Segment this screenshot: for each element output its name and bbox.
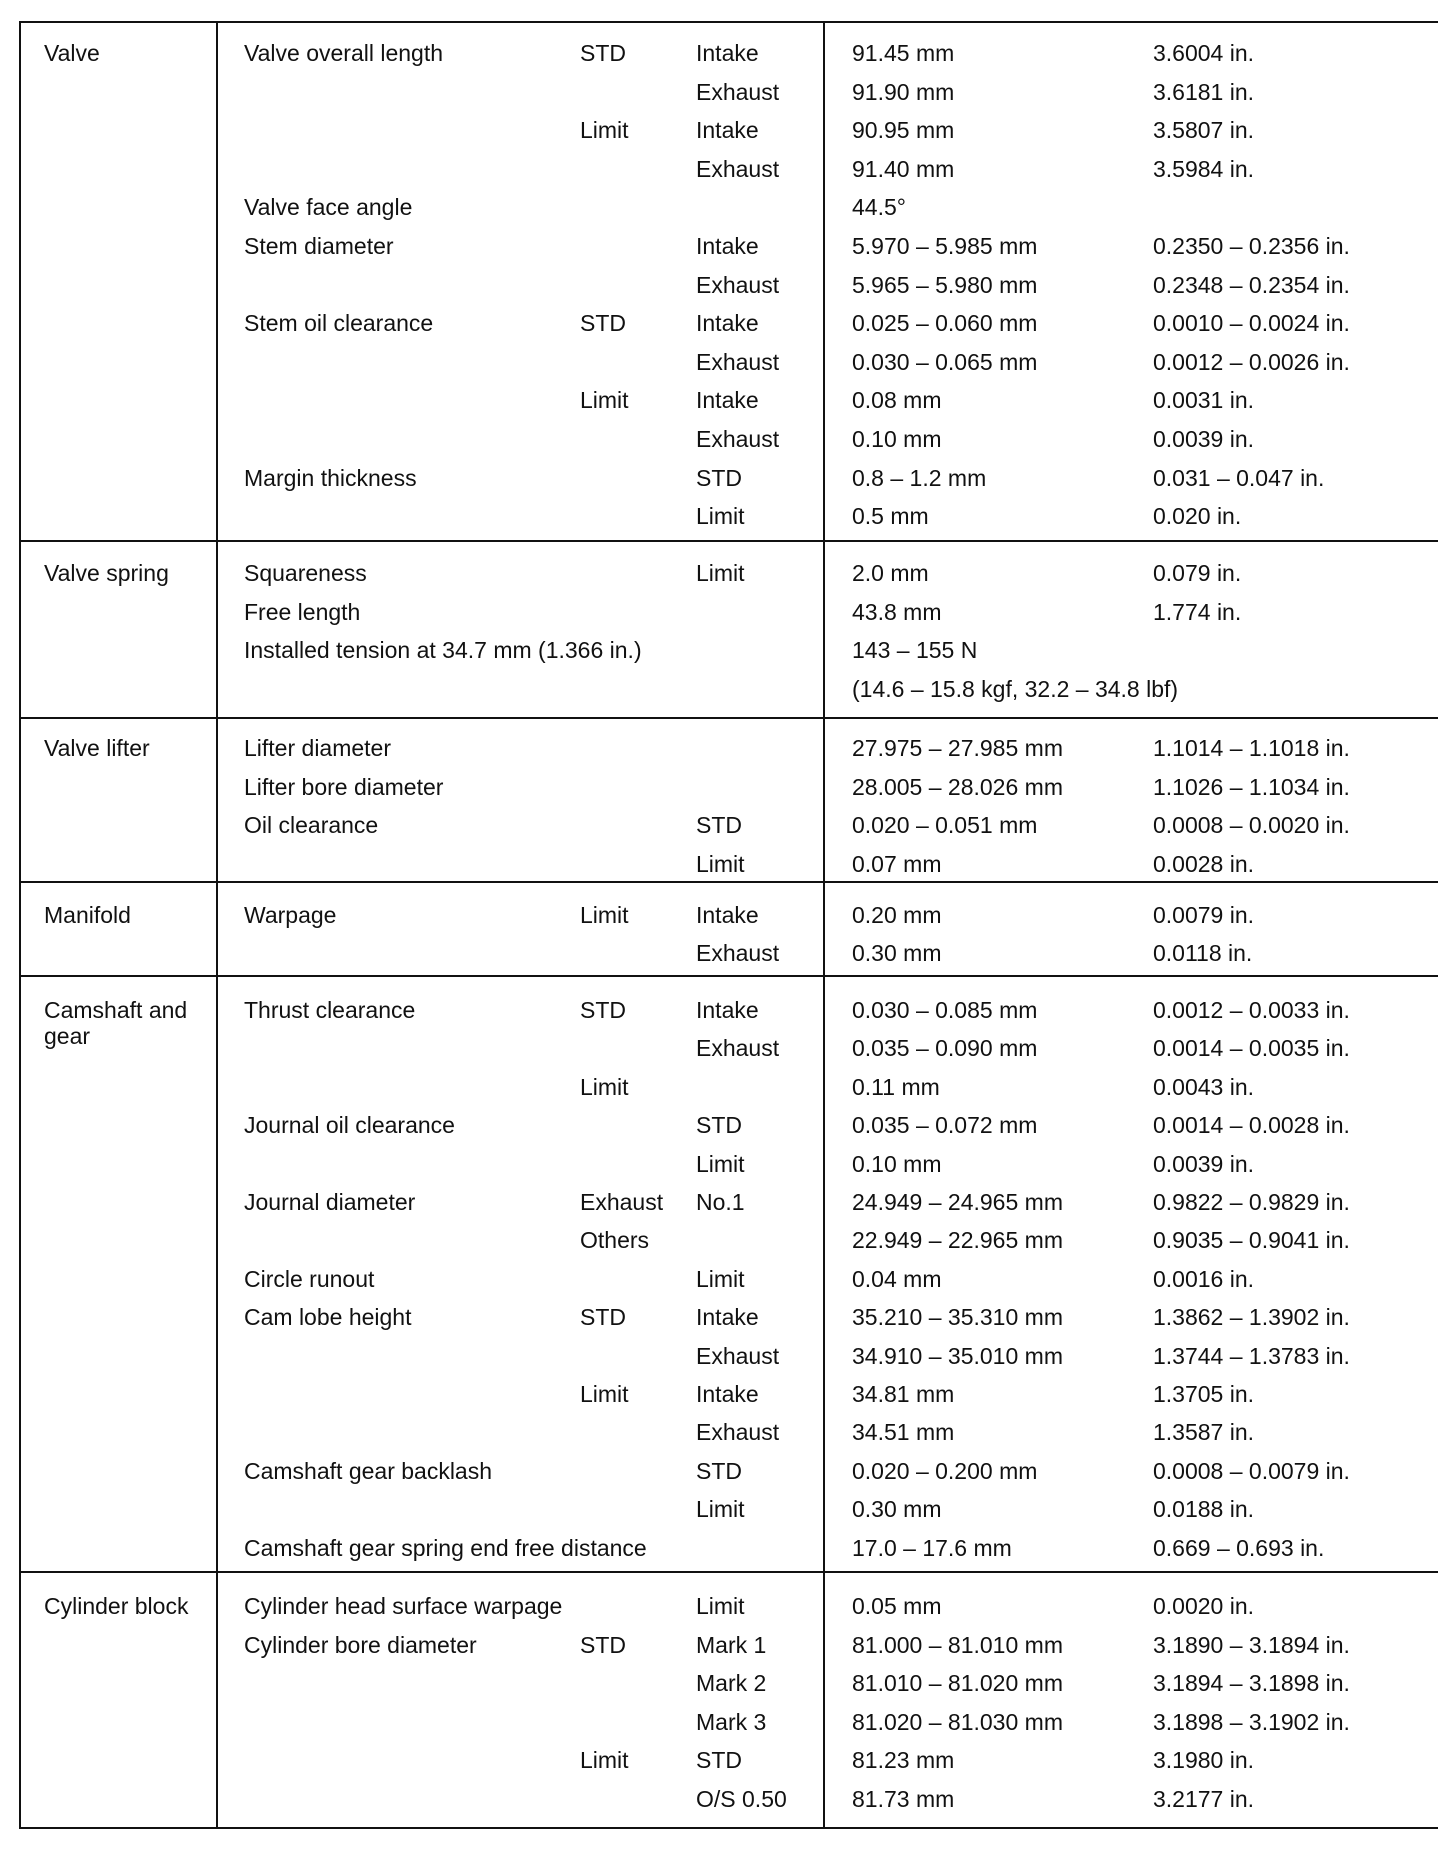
item-label: Cylinder head surface warpage xyxy=(244,1593,563,1619)
imperial-value: 0.031 – 0.047 in. xyxy=(1153,465,1325,491)
metric-value: 28.005 – 28.026 mm xyxy=(852,774,1063,800)
metric-value: 0.8 – 1.2 mm xyxy=(852,465,987,491)
subtype-label: Limit xyxy=(696,1151,745,1177)
metric-value: 44.5° xyxy=(852,194,906,220)
subtype-label: Exhaust xyxy=(696,272,780,298)
metric-value: 0.30 mm xyxy=(852,1496,942,1522)
subtype-label: Limit xyxy=(696,1266,745,1292)
metric-value: 81.73 mm xyxy=(852,1786,955,1812)
imperial-value: 0.0039 in. xyxy=(1153,426,1255,452)
metric-value: 0.30 mm xyxy=(852,940,942,966)
condition-label: Limit xyxy=(580,387,629,413)
condition-label: Limit xyxy=(580,117,629,143)
item-label: Camshaft gear spring end free distance xyxy=(244,1535,647,1561)
imperial-value: 0.0043 in. xyxy=(1153,1074,1255,1100)
metric-value: 0.030 – 0.085 mm xyxy=(852,997,1038,1023)
imperial-value: 0.669 – 0.693 in. xyxy=(1153,1535,1325,1561)
imperial-value: 0.9822 – 0.9829 in. xyxy=(1153,1189,1350,1215)
imperial-value: 0.0028 in. xyxy=(1153,851,1255,877)
item-label: Installed tension at 34.7 mm (1.366 in.) xyxy=(244,637,642,663)
imperial-value: 1.774 in. xyxy=(1153,599,1242,625)
imperial-value: 3.5807 in. xyxy=(1153,117,1255,143)
imperial-value: 0.0039 in. xyxy=(1153,1151,1255,1177)
metric-value: 0.020 – 0.200 mm xyxy=(852,1458,1038,1484)
subtype-label: STD xyxy=(696,1747,742,1773)
subtype-label: Intake xyxy=(696,310,759,336)
subtype-label: Limit xyxy=(696,503,745,529)
metric-value: 0.10 mm xyxy=(852,1151,942,1177)
subtype-label: Intake xyxy=(696,1381,759,1407)
metric-value: 91.45 mm xyxy=(852,40,955,66)
subtype-label: Exhaust xyxy=(696,1035,780,1061)
subtype-label: Limit xyxy=(696,1496,745,1522)
imperial-value: 0.0008 – 0.0079 in. xyxy=(1153,1458,1350,1484)
metric-value: 0.035 – 0.090 mm xyxy=(852,1035,1038,1061)
subtype-label: Intake xyxy=(696,387,759,413)
imperial-value: 1.3705 in. xyxy=(1153,1381,1255,1407)
condition-label: STD xyxy=(580,1632,626,1658)
metric-value: 34.910 – 35.010 mm xyxy=(852,1343,1063,1369)
metric-value: 143 – 155 N xyxy=(852,637,978,663)
imperial-value: 3.2177 in. xyxy=(1153,1786,1255,1812)
imperial-value: 0.0008 – 0.0020 in. xyxy=(1153,812,1350,838)
imperial-value: 1.3744 – 1.3783 in. xyxy=(1153,1343,1350,1369)
metric-value: 91.40 mm xyxy=(852,156,955,182)
item-label: Free length xyxy=(244,599,361,625)
imperial-value: 0.079 in. xyxy=(1153,560,1242,586)
imperial-value: 0.0014 – 0.0035 in. xyxy=(1153,1035,1350,1061)
section-title: Camshaft and gear xyxy=(44,997,188,1049)
metric-value: 34.51 mm xyxy=(852,1419,955,1445)
imperial-value: 0.0020 in. xyxy=(1153,1593,1255,1619)
metric-value: (14.6 – 15.8 kgf, 32.2 – 34.8 lbf) xyxy=(852,676,1179,702)
subtype-label: O/S 0.50 xyxy=(696,1786,787,1812)
metric-value: 81.020 – 81.030 mm xyxy=(852,1709,1063,1735)
imperial-value: 3.6004 in. xyxy=(1153,40,1255,66)
imperial-value: 0.0016 in. xyxy=(1153,1266,1255,1292)
metric-value: 0.07 mm xyxy=(852,851,942,877)
subtype-label: Mark 2 xyxy=(696,1670,767,1696)
section-title: Cylinder block xyxy=(44,1593,189,1619)
item-label: Journal oil clearance xyxy=(244,1112,455,1138)
item-label: Stem oil clearance xyxy=(244,310,434,336)
metric-value: 34.81 mm xyxy=(852,1381,955,1407)
section-title: Manifold xyxy=(44,902,131,928)
imperial-value: 0.0010 – 0.0024 in. xyxy=(1153,310,1350,336)
imperial-value: 1.3862 – 1.3902 in. xyxy=(1153,1304,1350,1330)
imperial-value: 1.1026 – 1.1034 in. xyxy=(1153,774,1350,800)
imperial-value: 3.1980 in. xyxy=(1153,1747,1255,1773)
metric-value: 0.020 – 0.051 mm xyxy=(852,812,1038,838)
metric-value: 81.000 – 81.010 mm xyxy=(852,1632,1063,1658)
subtype-label: Intake xyxy=(696,233,759,259)
subtype-label: Limit xyxy=(696,560,745,586)
item-label: Valve overall length xyxy=(244,40,444,66)
metric-value: 91.90 mm xyxy=(852,79,955,105)
condition-label: STD xyxy=(580,40,626,66)
imperial-value: 3.1894 – 3.1898 in. xyxy=(1153,1670,1350,1696)
condition-label: Others xyxy=(580,1227,650,1253)
imperial-value: 0.9035 – 0.9041 in. xyxy=(1153,1227,1350,1253)
imperial-value: 0.0118 in. xyxy=(1153,940,1253,966)
imperial-value: 3.1890 – 3.1894 in. xyxy=(1153,1632,1350,1658)
subtype-label: STD xyxy=(696,1458,742,1484)
metric-value: 0.5 mm xyxy=(852,503,929,529)
subtype-label: Intake xyxy=(696,997,759,1023)
subtype-label: Exhaust xyxy=(696,426,780,452)
section-divider xyxy=(19,540,1438,542)
item-label: Cam lobe height xyxy=(244,1304,412,1330)
subtype-label: Exhaust xyxy=(696,1343,780,1369)
section-divider xyxy=(19,1571,1438,1573)
item-label: Lifter bore diameter xyxy=(244,774,444,800)
subtype-label: Mark 3 xyxy=(696,1709,767,1735)
imperial-value: 1.3587 in. xyxy=(1153,1419,1255,1445)
item-label: Oil clearance xyxy=(244,812,379,838)
imperial-value: 0.020 in. xyxy=(1153,503,1242,529)
imperial-value: 0.0188 in. xyxy=(1153,1496,1255,1522)
item-label: Circle runout xyxy=(244,1266,375,1292)
metric-value: 24.949 – 24.965 mm xyxy=(852,1189,1063,1215)
subtype-label: Exhaust xyxy=(696,940,780,966)
subtype-label: Exhaust xyxy=(696,79,780,105)
metric-value: 90.95 mm xyxy=(852,117,955,143)
metric-value: 0.030 – 0.065 mm xyxy=(852,349,1038,375)
subtype-label: Intake xyxy=(696,40,759,66)
condition-label: Limit xyxy=(580,1074,629,1100)
metric-value: 0.20 mm xyxy=(852,902,942,928)
section-divider xyxy=(19,717,1438,719)
subtype-label: Exhaust xyxy=(696,349,780,375)
condition-label: STD xyxy=(580,1304,626,1330)
subtype-label: Mark 1 xyxy=(696,1632,767,1658)
imperial-value: 0.0014 – 0.0028 in. xyxy=(1153,1112,1350,1138)
subtype-label: No.1 xyxy=(696,1189,745,1215)
imperial-value: 0.2348 – 0.2354 in. xyxy=(1153,272,1350,298)
metric-value: 0.04 mm xyxy=(852,1266,942,1292)
condition-label: Limit xyxy=(580,1381,629,1407)
subtype-label: STD xyxy=(696,812,742,838)
imperial-value: 3.5984 in. xyxy=(1153,156,1255,182)
item-label: Journal diameter xyxy=(244,1189,416,1215)
metric-value: 0.05 mm xyxy=(852,1593,942,1619)
item-label: Warpage xyxy=(244,902,337,928)
metric-value: 43.8 mm xyxy=(852,599,942,625)
metric-value: 0.035 – 0.072 mm xyxy=(852,1112,1038,1138)
item-label: Thrust clearance xyxy=(244,997,416,1023)
imperial-value: 0.0079 in. xyxy=(1153,902,1255,928)
subtype-label: Limit xyxy=(696,851,745,877)
metric-value: 81.010 – 81.020 mm xyxy=(852,1670,1063,1696)
item-label: Squareness xyxy=(244,560,367,586)
condition-label: STD xyxy=(580,310,626,336)
item-label: Margin thickness xyxy=(244,465,417,491)
imperial-value: 1.1014 – 1.1018 in. xyxy=(1153,735,1350,761)
metric-value: 35.210 – 35.310 mm xyxy=(852,1304,1063,1330)
subtype-label: STD xyxy=(696,1112,742,1138)
section-divider xyxy=(19,881,1438,883)
section-divider xyxy=(19,975,1438,977)
metric-value: 27.975 – 27.985 mm xyxy=(852,735,1063,761)
metric-value: 5.965 – 5.980 mm xyxy=(852,272,1038,298)
metric-value: 0.11 mm xyxy=(852,1074,940,1100)
imperial-value: 3.1898 – 3.1902 in. xyxy=(1153,1709,1350,1735)
condition-label: Limit xyxy=(580,902,629,928)
condition-label: Exhaust xyxy=(580,1189,664,1215)
imperial-value: 0.0012 – 0.0026 in. xyxy=(1153,349,1350,375)
subtype-label: STD xyxy=(696,465,742,491)
imperial-value: 3.6181 in. xyxy=(1153,79,1255,105)
metric-value: 0.08 mm xyxy=(852,387,942,413)
metric-value: 5.970 – 5.985 mm xyxy=(852,233,1038,259)
column-divider-left xyxy=(216,21,218,1829)
metric-value: 2.0 mm xyxy=(852,560,929,586)
subtype-label: Intake xyxy=(696,117,759,143)
condition-label: Limit xyxy=(580,1747,629,1773)
item-label: Valve face angle xyxy=(244,194,413,220)
metric-value: 0.10 mm xyxy=(852,426,942,452)
subtype-label: Exhaust xyxy=(696,1419,780,1445)
subtype-label: Intake xyxy=(696,902,759,928)
item-label: Camshaft gear backlash xyxy=(244,1458,493,1484)
item-label: Stem diameter xyxy=(244,233,394,259)
imperial-value: 0.2350 – 0.2356 in. xyxy=(1153,233,1350,259)
section-title: Valve spring xyxy=(44,560,169,586)
metric-value: 22.949 – 22.965 mm xyxy=(852,1227,1063,1253)
metric-value: 17.0 – 17.6 mm xyxy=(852,1535,1012,1561)
column-divider-middle xyxy=(823,21,825,1829)
metric-value: 81.23 mm xyxy=(852,1747,955,1773)
condition-label: STD xyxy=(580,997,626,1023)
section-title: Valve xyxy=(44,40,100,66)
subtype-label: Exhaust xyxy=(696,156,780,182)
imperial-value: 0.0012 – 0.0033 in. xyxy=(1153,997,1350,1023)
metric-value: 0.025 – 0.060 mm xyxy=(852,310,1038,336)
section-title: Valve lifter xyxy=(44,735,150,761)
item-label: Lifter diameter xyxy=(244,735,392,761)
subtype-label: Limit xyxy=(696,1593,745,1619)
item-label: Cylinder bore diameter xyxy=(244,1632,477,1658)
imperial-value: 0.0031 in. xyxy=(1153,387,1255,413)
subtype-label: Intake xyxy=(696,1304,759,1330)
